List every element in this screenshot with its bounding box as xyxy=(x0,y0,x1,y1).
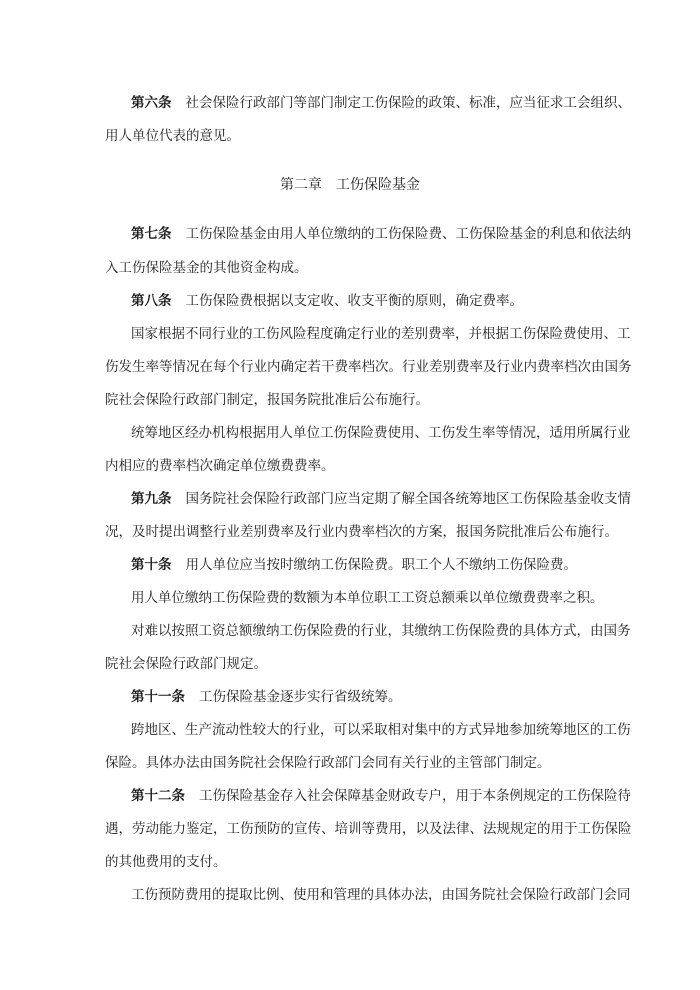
article-7-line-2: 入工伤保险基金的其他资金构成。 xyxy=(105,260,308,276)
article-7-line-1 xyxy=(131,226,631,242)
article-10-para-3-line-1: 对难以按照工资总额缴纳工伤保险费的行业，其缴纳工伤保险费的具体方式，由国务 xyxy=(131,623,631,639)
article-8-para-2-line-2: 伤发生率等情况在每个行业内确定若干费率档次。行业差别费率及行业内费率档次由国务 xyxy=(105,359,632,375)
article-11-text: 工伤保险基金逐步实行省级统筹。 xyxy=(199,689,402,705)
article-10-para-3-line-2: 院社会保险行政部门规定。 xyxy=(105,656,267,672)
article-8-text: 工伤保险费根据以支定收、收支平衡的原则，确定费率。 xyxy=(185,293,523,309)
article-7-label: 第七条 xyxy=(131,226,172,242)
article-6-text: 社会保险行政部门等部门制定工伤保险的政策、标准，应当征求工会组织、 xyxy=(185,95,631,111)
chapter-heading: 第二章 工伤保险基金 xyxy=(280,177,420,193)
article-8-para-2-line-3: 院社会保险行政部门制定，报国务院批准后公布施行。 xyxy=(105,392,429,408)
article-8-label: 第八条 xyxy=(131,293,172,309)
article-11-line-1 xyxy=(131,689,402,705)
article-12-text: 工伤保险基金存入社会保障基金财政专户，用于本条例规定的工伤保险待 xyxy=(199,788,631,804)
article-12-line-1 xyxy=(131,788,631,804)
article-7-text: 工伤保险基金由用人单位缴纳的工伤保险费、工伤保险基金的利息和依法纳 xyxy=(185,226,631,242)
article-10-para-2-line-1: 用人单位缴纳工伤保险费的数额为本单位职工工资总额乘以单位缴费费率之积。 xyxy=(131,590,604,606)
article-11-para-2-line-1: 跨地区、生产流动性较大的行业，可以采取相对集中的方式异地参加统筹地区的工伤 xyxy=(131,722,631,738)
article-12-para-2-line-1: 工伤预防费用的提取比例、使用和管理的具体办法，由国务院社会保险行政部门会同 xyxy=(131,887,631,903)
article-8-para-3-line-2: 内相应的费率档次确定单位缴费费率。 xyxy=(105,458,335,474)
article-9-line-2: 况，及时提出调整行业差别费率及行业内费率档次的方案，报国务院批准后公布施行。 xyxy=(105,524,618,540)
article-6-line-2: 用人单位代表的意见。 xyxy=(105,128,240,144)
article-12-label: 第十二条 xyxy=(131,788,185,804)
article-8-line-1 xyxy=(131,293,523,309)
article-9-line-1 xyxy=(131,491,631,507)
article-10-label: 第十条 xyxy=(131,557,172,573)
article-8-para-3-line-1: 统筹地区经办机构根据用人单位工伤保险费使用、工伤发生率等情况，适用所属行业 xyxy=(131,425,631,441)
article-10-line-1 xyxy=(131,557,577,573)
article-8-para-2-line-1: 国家根据不同行业的工伤风险程度确定行业的差别费率，并根据工伤保险费使用、工 xyxy=(131,326,631,342)
article-10-text: 用人单位应当按时缴纳工伤保险费。职工个人不缴纳工伤保险费。 xyxy=(185,557,577,573)
article-6-label: 第六条 xyxy=(131,95,172,111)
article-12-line-2: 遇，劳动能力鉴定，工伤预防的宣传、培训等费用，以及法律、法规规定的用于工伤保险 xyxy=(105,821,632,837)
article-12-line-3: 的其他费用的支付。 xyxy=(105,854,227,870)
article-9-text: 国务院社会保险行政部门应当定期了解全国各统筹地区工伤保险基金收支情 xyxy=(185,491,631,507)
article-6-line-1 xyxy=(131,95,631,111)
article-9-label: 第九条 xyxy=(131,491,172,507)
article-11-para-2-line-2: 保险。具体办法由国务院社会保险行政部门会同有关行业的主管部门制定。 xyxy=(105,755,551,771)
article-11-label: 第十一条 xyxy=(131,689,185,705)
